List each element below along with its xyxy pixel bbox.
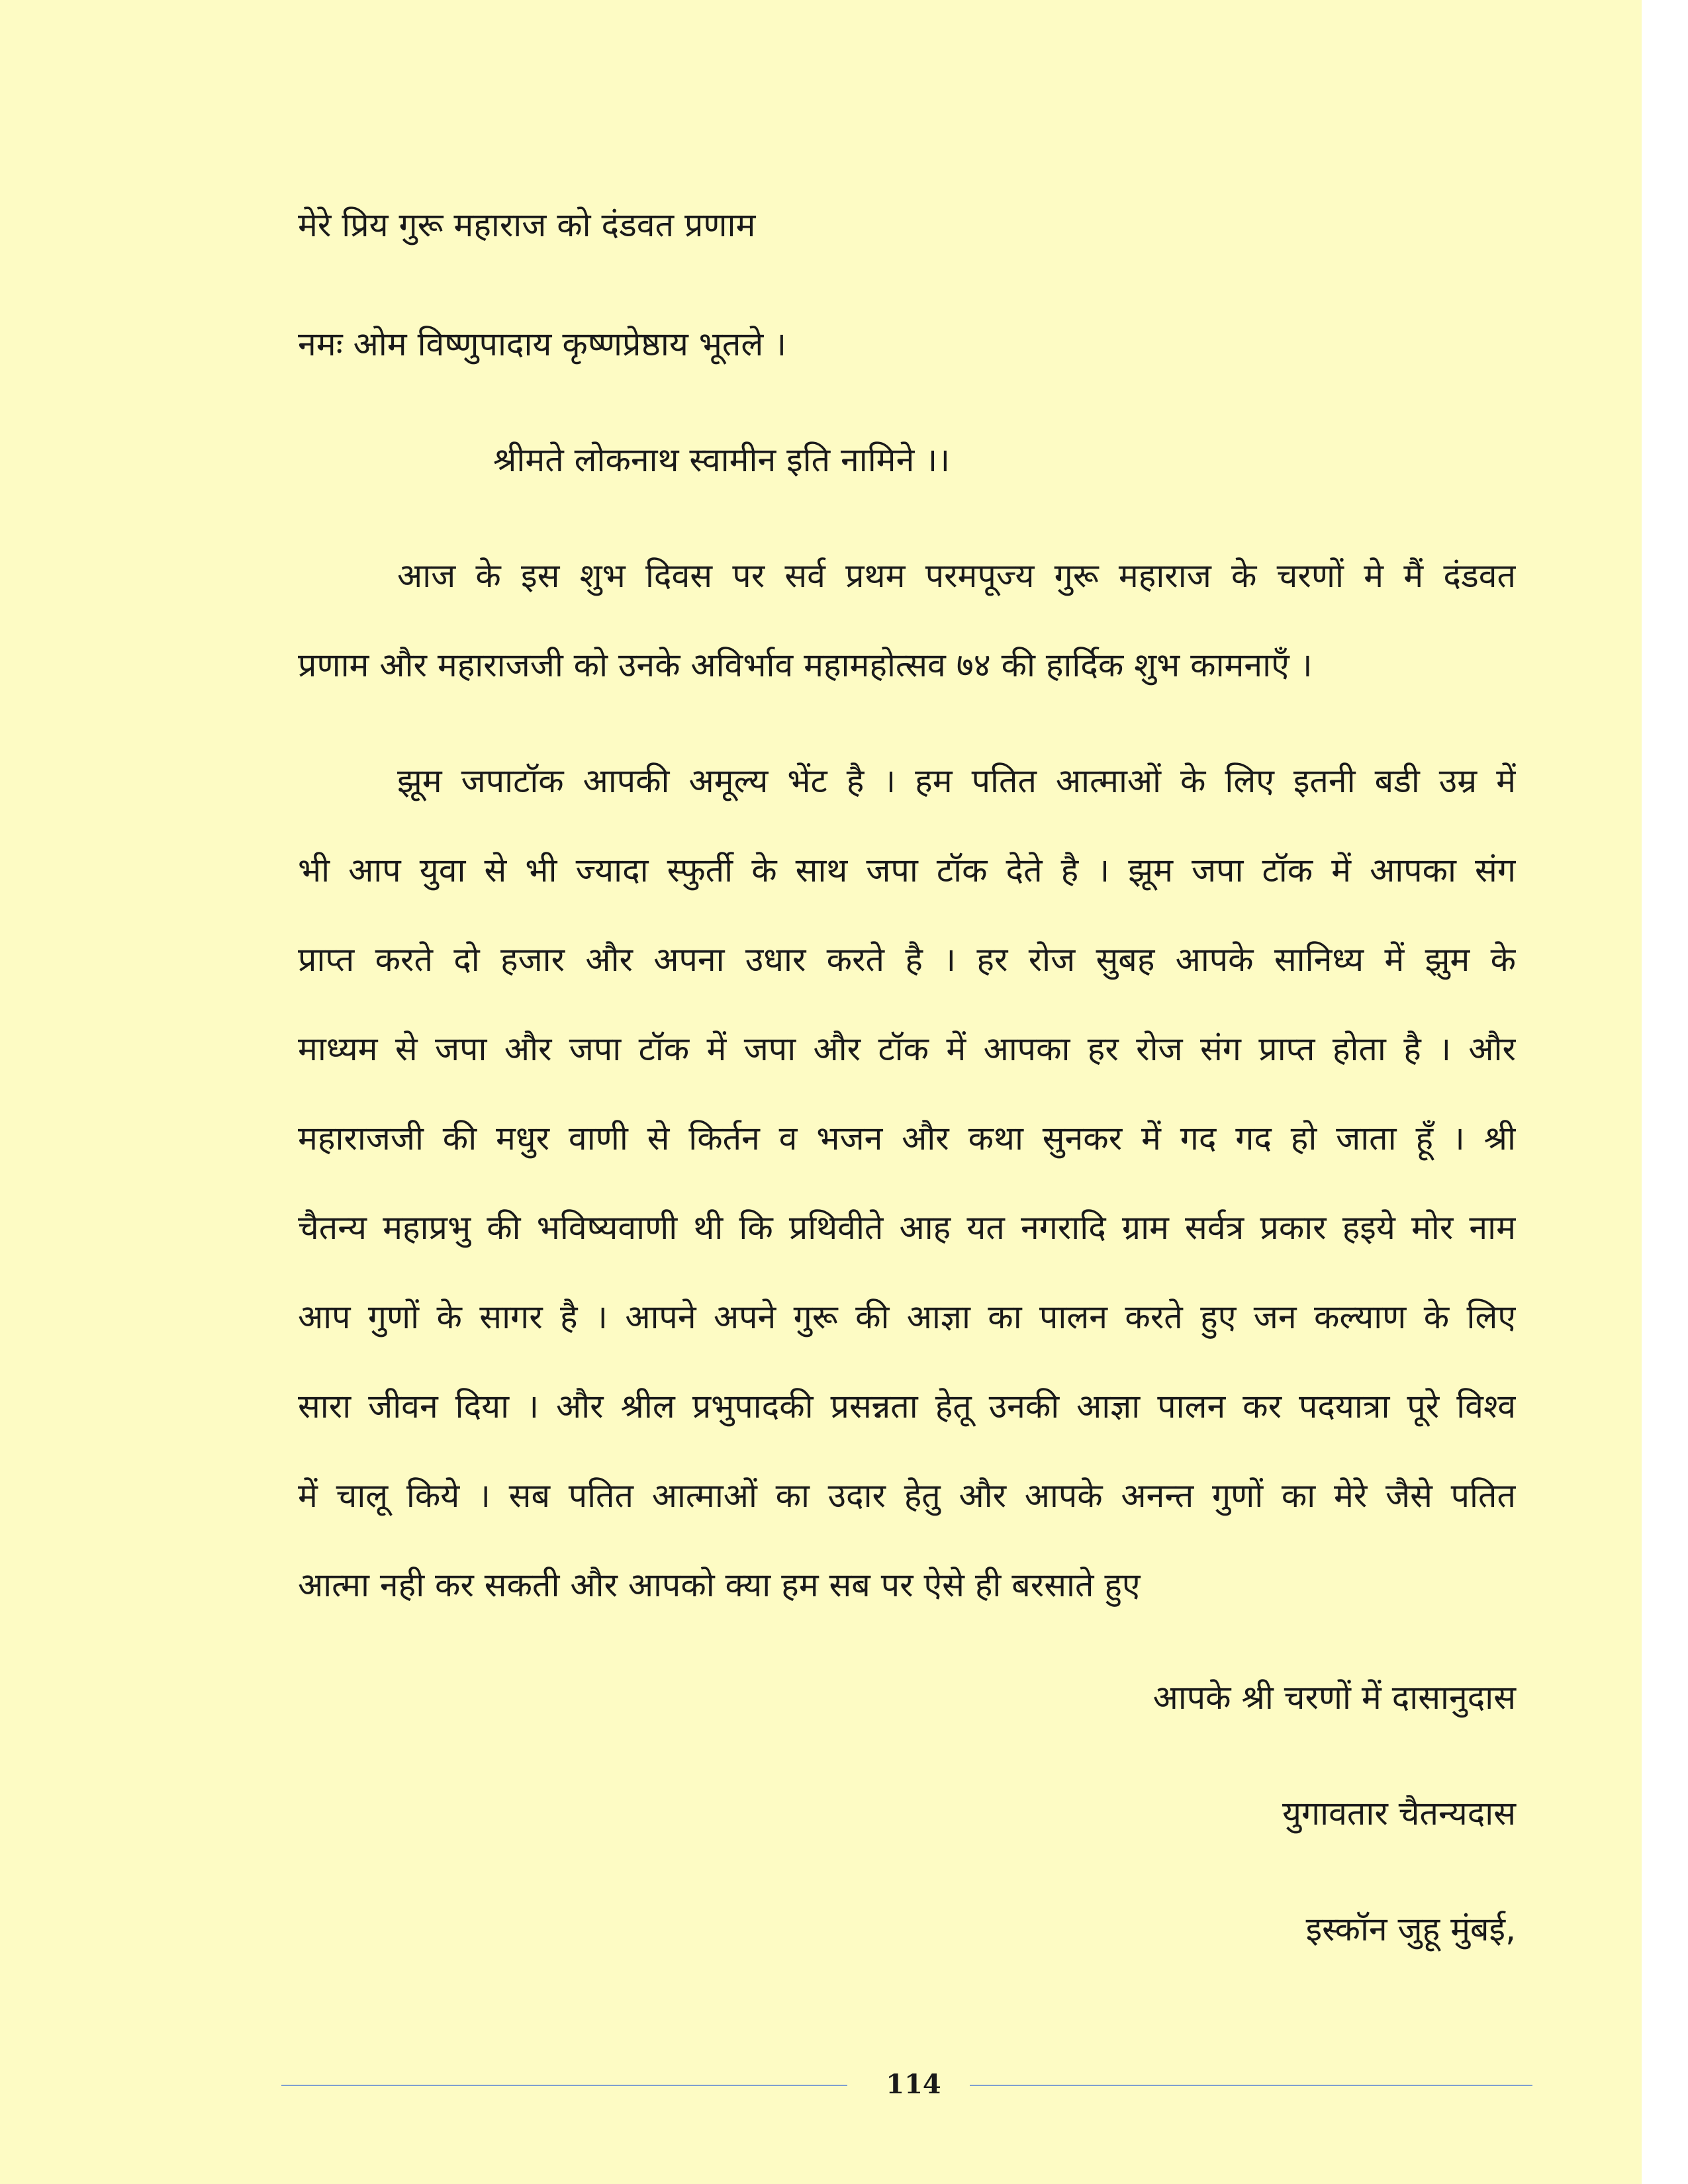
footer-rule-right bbox=[970, 2085, 1532, 2086]
page-number: 114 bbox=[886, 2069, 941, 2100]
paragraph-2-line: आत्मा नही कर सकती और आपको क्या हम सब पर ऐसे ही बरसाते हुए bbox=[298, 1566, 1141, 1604]
paragraph-2-line: प्राप्त करते दो हजार और अपना उधार करते है । हर रोज सुबह आपके सानिध्य में झुम के bbox=[298, 940, 1516, 979]
paragraph-2-line: भी आप युवा से भी ज्यादा स्फुर्ती के साथ जपा टॉक देते है । झूम जपा टॉक में आपका संग bbox=[298, 851, 1516, 889]
paragraph-1-line: आज के इस शुभ दिवस पर सर्व प्रथम परमपूज्य गुरू महाराज के चरणों मे मैं दंडवत bbox=[397, 557, 1516, 595]
salutation: मेरे प्रिय गुरू महाराज को दंडवत प्रणाम bbox=[298, 206, 756, 244]
paragraph-2-line: माध्यम से जपा और जपा टॉक में जपा और टॉक में आपका हर रोज संग प्राप्त होता है । और bbox=[298, 1030, 1516, 1068]
paragraph-2-line: सारा जीवन दिया । और श्रील प्रभुपादकी प्रसन्नता हेतू उनकी आज्ञा पालन कर पदयात्रा पूरे विश्‍व bbox=[298, 1387, 1516, 1426]
paragraph-1-line: प्रणाम और महाराजजी को उनके अविर्भाव महामहोत्सव ७४ की हार्दिक शुभ कामनाऍं । bbox=[298, 646, 1313, 684]
paragraph-2-line: चैतन्य महाप्रभु की भविष्यवाणी थी कि प्रथिवीते आह यत नगरादि ग्राम सर्वत्र प्रकार हइये मोर नाम bbox=[298, 1208, 1516, 1247]
signoff-line-3: इस्कॉन जुहू मुंबई, bbox=[1305, 1910, 1516, 1948]
footer-rule-left bbox=[281, 2085, 847, 2086]
signoff-line-2: युगावतार चैतन्यदास bbox=[1282, 1794, 1516, 1833]
verse-line-2: श्रीमते लोकनाथ स्वामीन इति नामिने ।। bbox=[493, 441, 951, 479]
verse-line-1: नमः ओम विष्णुपादाय कृष्णप्रेष्ठाय भूतले । bbox=[298, 325, 787, 363]
paragraph-2-line: महाराजजी की मधुर वाणी से किर्तन व भजन और कथा सुनकर में गद गद हो जाता हूॅं । श्री bbox=[298, 1119, 1516, 1158]
signoff-line-1: आपके श्री चरणों में दासानुदास bbox=[1152, 1678, 1516, 1717]
paragraph-2-line: आप गुणों के सागर है । आपने अपने गुरू की आज्ञा का पालन करते हुए जन कल्याण के लिए bbox=[298, 1298, 1516, 1336]
paragraph-2-line: में चालू किये । सब पतित आत्माओं का उदार हेतु और आपके अनन्त गुणों का मेरे जैसे पतित bbox=[298, 1477, 1516, 1515]
paragraph-2-line: झूम जपाटॉक आपकी अमूल्य भेंट है । हम पतित आत्माओं के लिए इतनी बडी उम्र में bbox=[397, 762, 1516, 800]
